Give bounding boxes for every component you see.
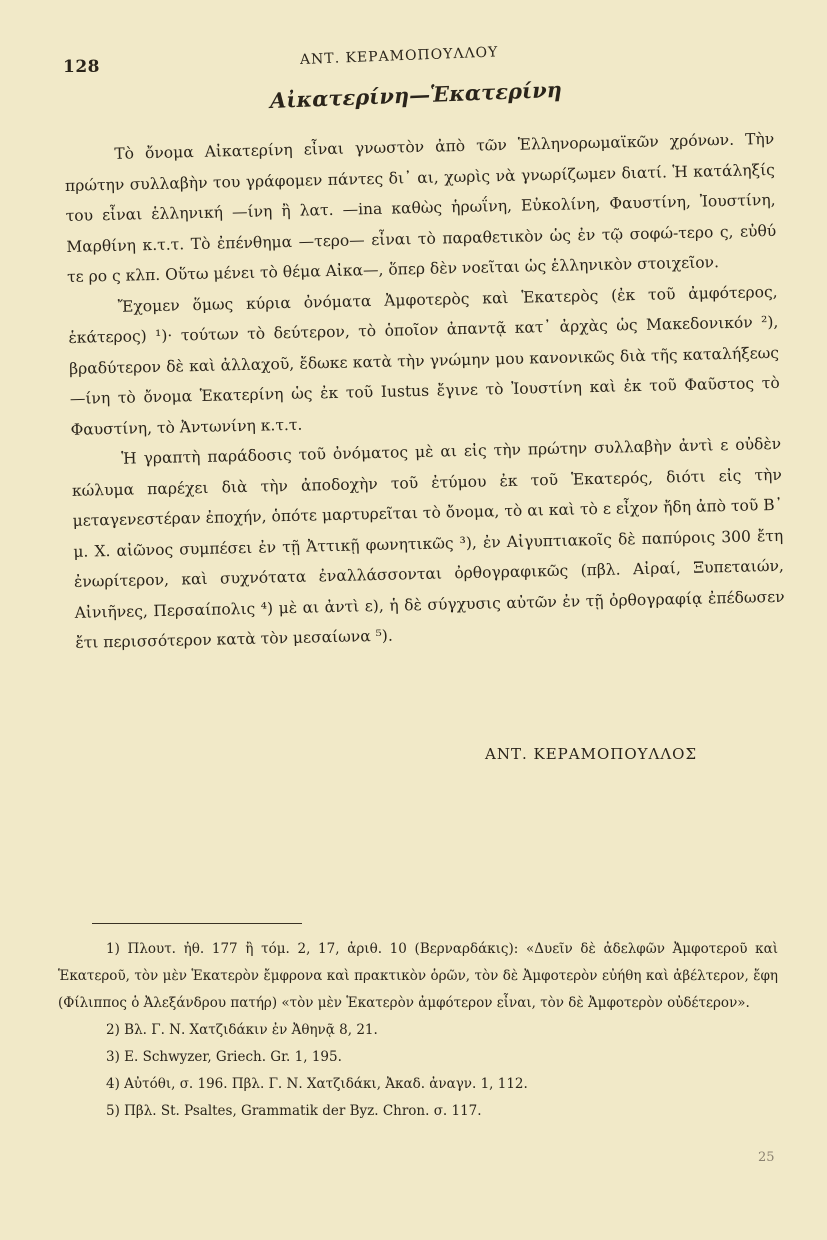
footnote-3: 3) E. Schwyzer, Griech. Gr. 1, 195. [106, 1049, 342, 1065]
article-body [64, 124, 786, 658]
footnote-4: 4) Αὐτόθι, σ. 196. Πβλ. Γ. Ν. Χατζιδάκι, Ἀκαδ. ἀναγν. 1, 112. [106, 1076, 528, 1092]
body-paragraph-3: Ἡ γραπτὴ παράδοσις τοῦ ὀνόματος μὲ αι εἰς τὴν πρώτην συλλαβὴν ἀντὶ ε οὐδὲν κώλυμα παρέχει διὰ τὴν ἀποδοχὴν τοῦ ἐτύμου ἐκ τοῦ Ἑκατερός, διότι εἰς τὴν μεταγενεστέραν ἐποχήν, ὁπότε μαρτυρεῖται τὸ ὄνομα, τὸ αι καὶ τὸ ε εἶχον ἤδη ἀπὸ τοῦ Β᾿ μ. Χ. αἰῶνος συμπέσει ἐν τῇ Ἀττικῇ φωνητικῶς ³), ἐν Αἰγυπτιακοῖς δὲ παπύροις 300 ἔτη ἐνωρίτερον, καὶ συχνότατα ἐναλλάσσονται ὀρθογραφικῶς (πβλ. Αἰραί, Ξυπεταιών, Αἰνιῆνες, Περσαίπολις ⁴) μὲ αι ἀντὶ ε), ἡ δὲ σύγχυσις αὐτῶν ἐν τῇ ὀρθογραφίᾳ ἐπέδωσεν ἔτι περισσότερον κατὰ τὸν μεσαίωνα ⁵). [71, 434, 785, 652]
footnote-2: 2) Βλ. Γ. Ν. Χατζιδάκιν ἐν Ἀθηνᾷ 8, 21. [106, 1022, 378, 1038]
footnotes [58, 936, 778, 1125]
corner-mark: 25 [758, 1150, 775, 1165]
body-paragraph-2: Ἔχομεν ὅμως κύρια ὀνόματα Ἀμφοτερὸς καὶ Ἑκατερὸς (ἐκ τοῦ ἀμφότερος, ἑκάτερος) ¹)· τούτων τὸ δεύτερον, τὸ ὁποῖον ἀπαντᾷ κατ᾿ ἀρχὰς ὡς Μακεδονικόν ²), βραδύτερον δὲ καὶ ἀλλαχοῦ, ἔδωκε κατὰ τὴν γνώμην μου κανονικῶς διὰ τῆς καταλήξεως —ίνη τὸ ὄνομα Ἑκατερίνη ὡς ἐκ τοῦ Iustus ἔγινε τὸ Ἰουστίνη καὶ ἐκ τοῦ Φαῦστος τὸ Φαυστίνη, τὸ Ἀντωνίνη κ.τ.τ. [68, 282, 780, 439]
author-signature: ΑΝΤ. ΚΕΡΑΜΟΠΟΥΛΛΟΣ [485, 745, 698, 763]
body-paragraph-1: Τὸ ὄνομα Αἰκατερίνη εἶναι γνωστὸν ἀπὸ τῶν Ἑλληνορωμαϊκῶν χρόνων. Τὴν πρώτην συλλαβὴν του γράφομεν πάντες δι᾿ αι, χωρὶς νὰ γνωρίζωμεν διατί. Ἡ κατάληξίς του εἶναι ἑλληνική —ίνη ἢ λατ. —ina καθὼς ἡρωΐνη, Εὐκολίνη, Φαυστίνη, Ἰουστίνη, Μαρθίνη κ.τ.τ. Τὸ ἐπένθημα —τερο— εἶναι τὸ παραθετικὸν ὡς ἐν τῷ σοφώ-τερο ς, εὐθύ τε ρο ς κλπ. Οὕτω μένει τὸ θέμα Αἰκα—, ὅπερ δὲν νοεῖται ὡς ἑλληνικὸν στοιχεῖον. [64, 129, 777, 286]
footnote-1: 1) Πλουτ. ἠθ. 177 ἢ τόμ. 2, 17, ἀριθ. 10 (Βερναρδάκις): «Δυεῖν δὲ ἀδελφῶν Ἀμφοτεροῦ καὶ Ἑκατεροῦ, τὸν μὲν Ἑκατερὸν ἔμφρονα καὶ πρακτικὸν ὁρῶν, τὸν δὲ Ἀμφοτερὸν εὐήθη καὶ ἀβέλτερον, ἔφη (Φίλιππος ὁ Ἀλεξάνδρου πατήρ) «τὸν μὲν Ἑκατερὸν ἀμφότερον εἶναι, τὸν δὲ Ἀμφοτερὸν οὐδέτερον». [58, 941, 778, 1011]
footnote-5: 5) Πβλ. St. Psaltes, Grammatik der Byz. Chron. σ. 117. [106, 1103, 482, 1119]
page-number: 128 [63, 57, 100, 77]
article-title: Αἰκατερίνη—Ἑκατερίνη [269, 76, 563, 113]
running-header: ΑΝΤ. ΚΕΡΑΜΟΠΟΥΛΛΟΥ [299, 44, 499, 68]
footnote-divider [92, 923, 302, 924]
